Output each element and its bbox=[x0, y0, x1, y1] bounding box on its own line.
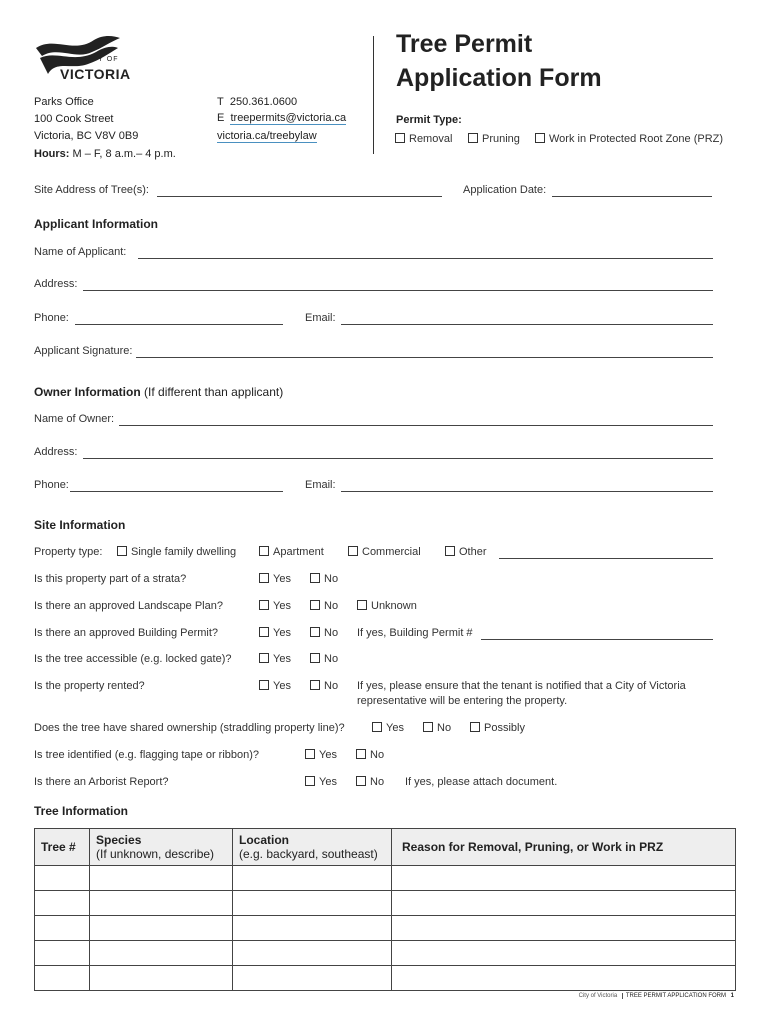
column-subtitle: (e.g. backyard, southeast) bbox=[239, 847, 378, 861]
landscape-yes[interactable] bbox=[259, 600, 291, 612]
q-strata: Is this property part of a strata? bbox=[34, 573, 187, 585]
shared-possibly[interactable] bbox=[470, 722, 525, 734]
email-prefix: E bbox=[217, 112, 225, 124]
option-label: Yes bbox=[273, 600, 291, 612]
site-info-heading: Site Information bbox=[34, 518, 126, 532]
permit-type-label: Permit Type: bbox=[396, 114, 462, 126]
form-title-line1: Tree Permit bbox=[396, 30, 533, 58]
option-label: Yes bbox=[273, 653, 291, 665]
checkbox[interactable] bbox=[395, 133, 405, 143]
applicant-name-field[interactable] bbox=[138, 258, 713, 259]
checkbox[interactable] bbox=[445, 546, 455, 556]
table-cell[interactable] bbox=[392, 966, 736, 991]
option-label: No bbox=[437, 722, 452, 734]
column-title: Tree # bbox=[41, 840, 76, 854]
owner-email-label: Email: bbox=[305, 479, 336, 491]
option-label: Yes bbox=[273, 680, 291, 692]
property-type-apartment[interactable] bbox=[259, 546, 324, 558]
hours-value: M – F, 8 a.m.– 4 p.m. bbox=[72, 148, 176, 160]
checkbox[interactable] bbox=[117, 546, 127, 556]
checkbox[interactable] bbox=[305, 749, 315, 759]
checkbox[interactable] bbox=[310, 573, 320, 583]
table-cell[interactable] bbox=[90, 966, 233, 991]
applicant-address-field[interactable] bbox=[83, 290, 713, 291]
checkbox[interactable] bbox=[259, 653, 269, 663]
hours-label: Hours: bbox=[34, 148, 70, 160]
applicant-address-label: Address: bbox=[34, 278, 78, 290]
table-cell[interactable] bbox=[35, 866, 90, 891]
table-cell[interactable] bbox=[233, 866, 392, 891]
web-link[interactable]: victoria.ca/treebylaw bbox=[217, 130, 317, 142]
column-title: Reason for Removal, Pruning, or Work in PRZ bbox=[402, 840, 664, 854]
applicant-email-label: Email: bbox=[305, 312, 336, 324]
owner-address-label: Address: bbox=[34, 446, 78, 458]
owner-heading-note: (If different than applicant) bbox=[144, 385, 284, 399]
option-label: Yes bbox=[386, 722, 404, 734]
checkbox[interactable] bbox=[535, 133, 545, 143]
applicant-signature-label: Applicant Signature: bbox=[34, 345, 133, 357]
accessible-no[interactable] bbox=[310, 653, 338, 665]
arborist-no[interactable] bbox=[356, 776, 384, 788]
owner-name-label: Name of Owner: bbox=[34, 413, 115, 425]
table-cell[interactable] bbox=[90, 866, 233, 891]
owner-heading-row bbox=[34, 385, 283, 399]
option-label: Yes bbox=[273, 627, 291, 639]
office-city: Victoria, BC V8V 0B9 bbox=[34, 130, 139, 142]
checkbox[interactable] bbox=[259, 573, 269, 583]
checkbox[interactable] bbox=[259, 546, 269, 556]
option-label: Yes bbox=[319, 749, 337, 761]
site-address-field[interactable] bbox=[157, 196, 442, 197]
column-title: Location bbox=[239, 833, 289, 847]
owner-phone-label: Phone: bbox=[34, 479, 69, 491]
table-cell[interactable] bbox=[392, 866, 736, 891]
table-cell[interactable] bbox=[233, 966, 392, 991]
table-row bbox=[35, 866, 736, 891]
q-identified: Is tree identified (e.g. flagging tape or ribbon)? bbox=[34, 749, 260, 761]
q-building: Is there an approved Building Permit? bbox=[34, 627, 219, 639]
rented-yes[interactable] bbox=[259, 680, 291, 692]
q-rented: Is the property rented? bbox=[34, 680, 145, 692]
building-permit-number-field[interactable] bbox=[481, 639, 713, 640]
footer-page-number: 1 bbox=[730, 993, 734, 999]
logo-text-victoria: VICTORIA bbox=[60, 66, 131, 82]
table-cell[interactable] bbox=[90, 941, 233, 966]
checkbox[interactable] bbox=[372, 722, 382, 732]
email-link[interactable]: treepermits@victoria.ca bbox=[230, 112, 347, 124]
col-location bbox=[233, 829, 392, 866]
checkbox[interactable] bbox=[259, 600, 269, 610]
strata-yes[interactable] bbox=[259, 573, 291, 585]
option-label: No bbox=[324, 680, 339, 692]
footer-org: City of Victoria bbox=[578, 993, 618, 999]
checkbox[interactable] bbox=[310, 653, 320, 663]
shared-yes[interactable] bbox=[372, 722, 404, 734]
option-label: Other bbox=[459, 546, 487, 558]
building-permit-note: If yes, Building Permit # bbox=[357, 627, 473, 639]
table-cell[interactable] bbox=[392, 941, 736, 966]
table-cell[interactable] bbox=[35, 891, 90, 916]
page-footer bbox=[579, 993, 734, 999]
property-type-commercial[interactable] bbox=[348, 546, 421, 558]
checkbox[interactable] bbox=[356, 776, 366, 786]
building-no[interactable] bbox=[310, 627, 338, 639]
application-date-field[interactable] bbox=[552, 196, 712, 197]
q-shared: Does the tree have shared ownership (straddling property line)? bbox=[34, 722, 345, 734]
contact-phone bbox=[217, 96, 297, 108]
owner-email-field[interactable] bbox=[341, 491, 713, 492]
applicant-name-label: Name of Applicant: bbox=[34, 246, 127, 258]
option-label: Single family dwelling bbox=[131, 546, 237, 558]
property-type-label: Property type: bbox=[34, 546, 103, 558]
arborist-note: If yes, please attach document. bbox=[405, 776, 558, 788]
applicant-signature-field[interactable] bbox=[136, 357, 713, 358]
table-row bbox=[35, 891, 736, 916]
table-header-row bbox=[35, 829, 736, 866]
owner-address-field[interactable] bbox=[83, 458, 713, 459]
landscape-no[interactable] bbox=[310, 600, 338, 612]
option-label: No bbox=[324, 573, 339, 585]
checkbox[interactable] bbox=[468, 133, 478, 143]
site-address-label: Site Address of Tree(s): bbox=[34, 184, 149, 196]
option-label: Apartment bbox=[273, 546, 324, 558]
option-label: Commercial bbox=[362, 546, 421, 558]
table-cell[interactable] bbox=[35, 916, 90, 941]
logo-text-city-of: CITY OF bbox=[84, 56, 119, 63]
table-cell[interactable] bbox=[233, 891, 392, 916]
owner-phone-field[interactable] bbox=[70, 491, 283, 492]
landscape-unknown[interactable] bbox=[357, 600, 417, 612]
option-label: Pruning bbox=[482, 133, 520, 145]
option-label: No bbox=[370, 749, 385, 761]
option-label: Removal bbox=[409, 133, 453, 145]
table-cell[interactable] bbox=[90, 916, 233, 941]
option-label: Work in Protected Root Zone (PRZ) bbox=[549, 133, 724, 145]
column-title: Species bbox=[96, 833, 142, 847]
office-name: Parks Office bbox=[34, 96, 94, 108]
option-label: No bbox=[324, 600, 339, 612]
table-cell[interactable] bbox=[233, 941, 392, 966]
checkbox[interactable] bbox=[259, 627, 269, 637]
shared-no[interactable] bbox=[423, 722, 451, 734]
phone-number: 250.361.0600 bbox=[229, 96, 298, 108]
arborist-yes[interactable] bbox=[305, 776, 337, 788]
office-hours bbox=[34, 148, 176, 160]
col-species bbox=[90, 829, 233, 866]
table-row bbox=[35, 916, 736, 941]
application-date-label: Application Date: bbox=[463, 184, 547, 196]
permit-option-removal[interactable] bbox=[395, 133, 452, 145]
table-row bbox=[35, 966, 736, 991]
option-label: Unknown bbox=[371, 600, 417, 612]
checkbox[interactable] bbox=[356, 749, 366, 759]
header-divider bbox=[373, 36, 374, 154]
phone-prefix: T bbox=[217, 96, 224, 108]
option-label: No bbox=[370, 776, 385, 788]
form-title-line2: Application Form bbox=[396, 64, 602, 92]
col-tree-number bbox=[35, 829, 90, 866]
column-subtitle: (If unknown, describe) bbox=[96, 847, 215, 861]
checkbox[interactable] bbox=[259, 680, 269, 690]
checkbox[interactable] bbox=[470, 722, 480, 732]
tree-info-heading: Tree Information bbox=[34, 804, 129, 818]
table-cell[interactable] bbox=[392, 891, 736, 916]
option-label: No bbox=[324, 627, 339, 639]
q-arborist: Is there an Arborist Report? bbox=[34, 776, 169, 788]
owner-name-field[interactable] bbox=[119, 425, 713, 426]
owner-heading: Owner Information bbox=[34, 385, 141, 399]
property-type-single-family[interactable] bbox=[117, 546, 236, 558]
checkbox[interactable] bbox=[310, 680, 320, 690]
table-cell[interactable] bbox=[35, 941, 90, 966]
option-label: Yes bbox=[319, 776, 337, 788]
table-cell[interactable] bbox=[392, 916, 736, 941]
contact-email bbox=[217, 112, 346, 124]
option-label: Yes bbox=[273, 573, 291, 585]
tree-information-table bbox=[34, 828, 736, 991]
table-cell[interactable] bbox=[90, 891, 233, 916]
table-cell[interactable] bbox=[35, 966, 90, 991]
table-cell[interactable] bbox=[233, 916, 392, 941]
permit-option-prz[interactable] bbox=[535, 133, 723, 145]
applicant-phone-field[interactable] bbox=[75, 324, 283, 325]
footer-form-name: TREE PERMIT APPLICATION FORM bbox=[625, 993, 726, 999]
option-label: Possibly bbox=[484, 722, 525, 734]
applicant-heading: Applicant Information bbox=[34, 217, 158, 231]
q-landscape: Is there an approved Landscape Plan? bbox=[34, 600, 223, 612]
building-yes[interactable] bbox=[259, 627, 291, 639]
identified-no[interactable] bbox=[356, 749, 384, 761]
checkbox[interactable] bbox=[310, 600, 320, 610]
option-label: No bbox=[324, 653, 339, 665]
col-reason bbox=[392, 829, 736, 866]
identified-yes[interactable] bbox=[305, 749, 337, 761]
property-type-other[interactable] bbox=[445, 546, 487, 558]
table-row bbox=[35, 941, 736, 966]
checkbox[interactable] bbox=[305, 776, 315, 786]
q-accessible: Is the tree accessible (e.g. locked gate)? bbox=[34, 653, 232, 665]
rented-note-line1: If yes, please ensure that the tenant is notified that a City of Victoria bbox=[357, 680, 686, 692]
city-logo bbox=[34, 34, 144, 84]
accessible-yes[interactable] bbox=[259, 653, 291, 665]
checkbox[interactable] bbox=[348, 546, 358, 556]
strata-no[interactable] bbox=[310, 573, 338, 585]
rented-no[interactable] bbox=[310, 680, 338, 692]
checkbox[interactable] bbox=[357, 600, 367, 610]
applicant-phone-label: Phone: bbox=[34, 312, 69, 324]
rented-note-line2: representative will be entering the property. bbox=[357, 695, 568, 707]
checkbox[interactable] bbox=[310, 627, 320, 637]
office-street: 100 Cook Street bbox=[34, 113, 114, 125]
applicant-email-field[interactable] bbox=[341, 324, 713, 325]
property-type-other-field[interactable] bbox=[499, 558, 713, 559]
permit-option-pruning[interactable] bbox=[468, 133, 520, 145]
checkbox[interactable] bbox=[423, 722, 433, 732]
